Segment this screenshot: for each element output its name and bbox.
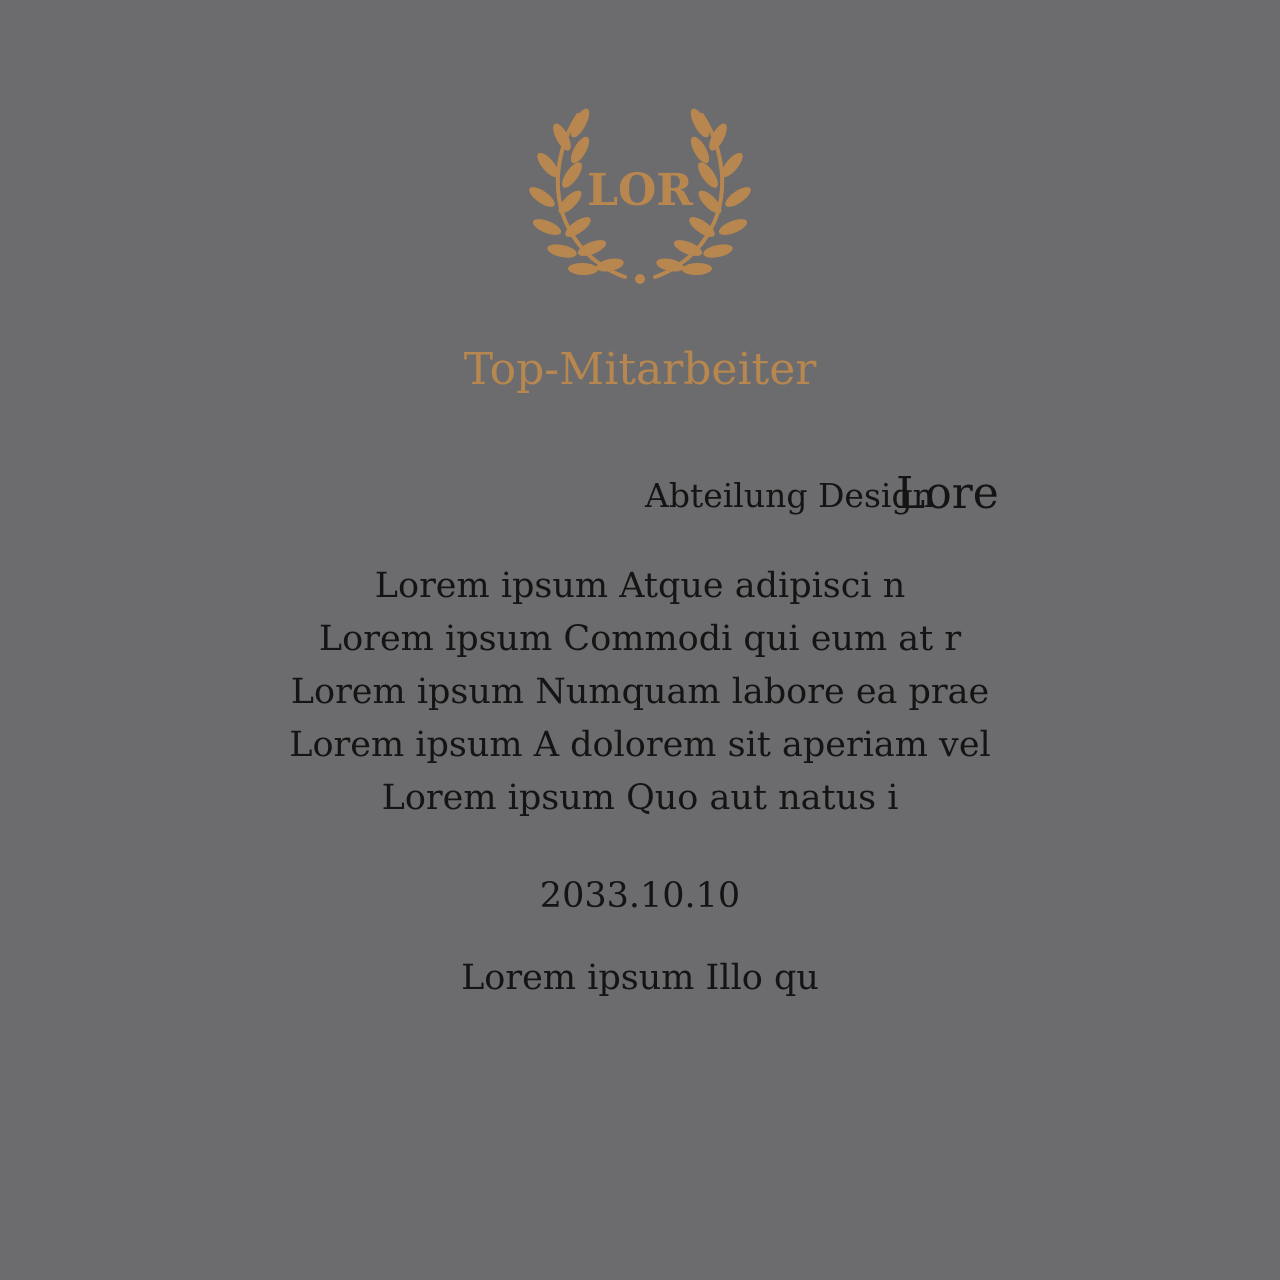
laurel-emblem [520, 105, 760, 305]
recipient-name: Lore [896, 468, 999, 519]
award-title: Top-Mitarbeiter [463, 344, 817, 395]
certificate-body [0, 560, 1280, 825]
laurel-wreath-icon [520, 105, 760, 305]
signature-line: Lorem ipsum Illo qu [461, 958, 819, 998]
body-line: Lorem ipsum Commodi qui eum at r [318, 619, 962, 659]
body-line: Lorem ipsum Numquam labore ea prae [290, 672, 990, 712]
body-line: Lorem ipsum Quo aut natus i [381, 778, 899, 818]
emblem-text: LOR [587, 165, 693, 216]
department-label: Abteilung Design [645, 476, 934, 515]
body-line: Lorem ipsum Atque adipisci n [374, 566, 906, 606]
body-line: Lorem ipsum A dolorem sit aperiam vel [289, 725, 991, 765]
certificate-date: 2033.10.10 [539, 876, 741, 916]
